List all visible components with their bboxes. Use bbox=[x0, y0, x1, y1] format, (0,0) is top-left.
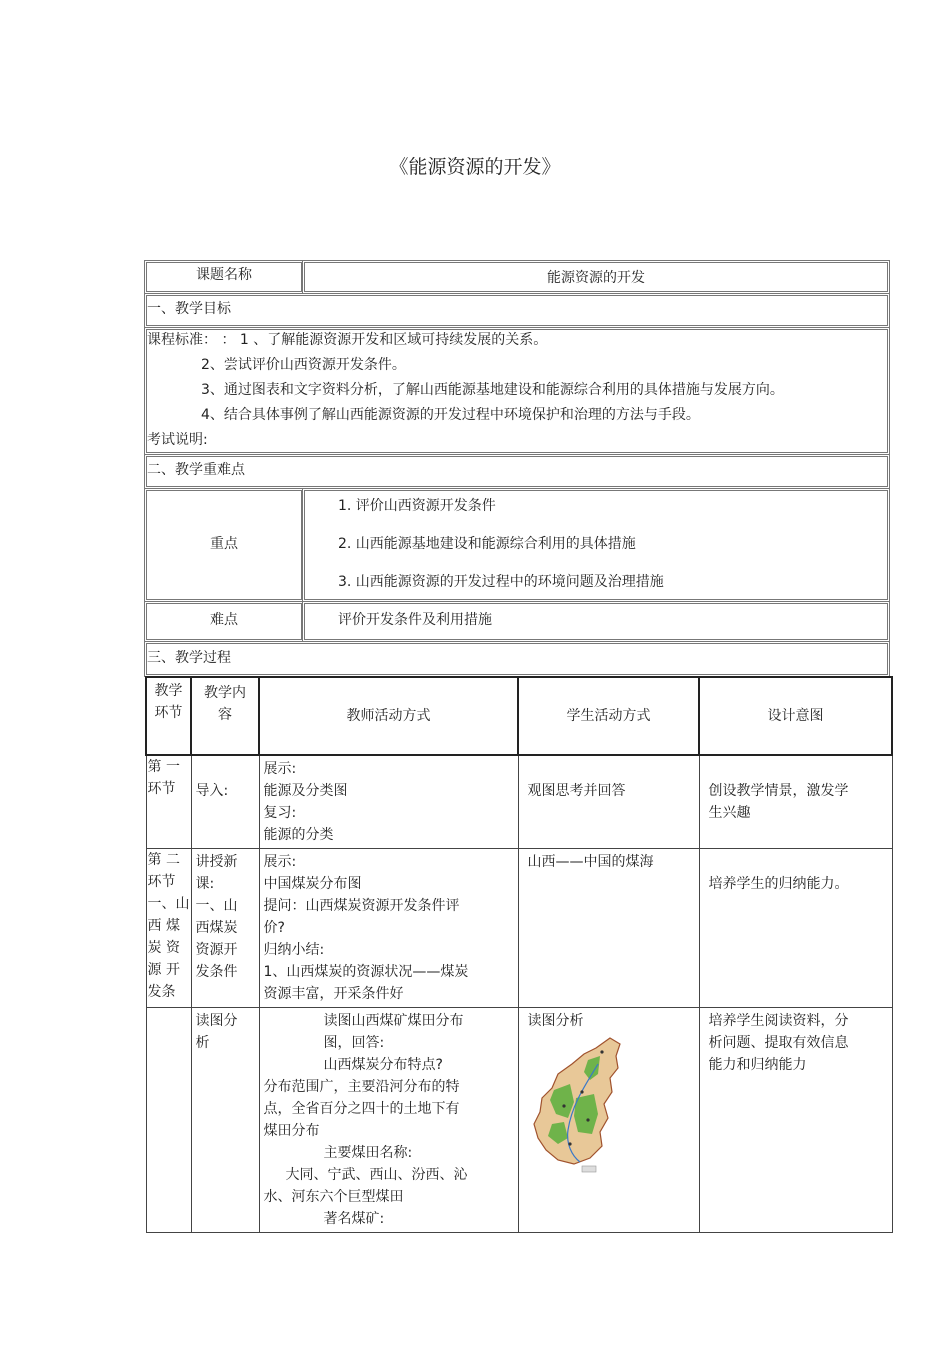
content-cell: 读图分 析 bbox=[191, 1008, 259, 1233]
header-content: 教学内 容 bbox=[191, 677, 259, 755]
intent-cell: 培养学生的归纳能力。 bbox=[699, 849, 892, 1008]
intent-cell: 创设教学情景，激发学 生兴趣 bbox=[699, 755, 892, 849]
section-goals-row bbox=[144, 293, 890, 328]
standard-1: 课程标准： ： 1 、了解能源资源开发和区域可持续发展的关系。 bbox=[147, 332, 548, 348]
topic-value: 能源资源的开发 bbox=[547, 270, 645, 286]
key-label: 重点 bbox=[210, 536, 238, 552]
teacher-cell: 展示: 能源及分类图 复习: 能源的分类 bbox=[259, 755, 518, 849]
topic-label: 课题名称 bbox=[196, 267, 252, 283]
standards-cell bbox=[144, 327, 890, 455]
key-items-cell bbox=[302, 488, 890, 602]
standard-4: 4、结合具体事例了解山西能源资源的开发过程中环境保护和治理的方法与手段。 bbox=[201, 407, 700, 423]
diff-value: 评价开发条件及利用措施 bbox=[338, 612, 492, 628]
stage-cell bbox=[146, 1008, 191, 1233]
header-student: 学生活动方式 bbox=[518, 677, 699, 755]
topic-value-cell bbox=[302, 260, 890, 294]
process-table bbox=[145, 676, 893, 1233]
content-cell: 导入: bbox=[191, 755, 259, 849]
diff-value-cell bbox=[302, 601, 890, 642]
key-item-3: 3. 山西能源资源的开发过程中的环境问题及治理措施 bbox=[338, 574, 664, 590]
header-teacher: 教师活动方式 bbox=[259, 677, 518, 755]
diff-label-cell bbox=[144, 601, 304, 642]
process-header-row bbox=[146, 677, 892, 755]
section-keypoints-row bbox=[144, 454, 890, 489]
table-row bbox=[146, 1008, 892, 1233]
key-item-1: 1. 评价山西资源开发条件 bbox=[338, 498, 496, 514]
diff-label: 难点 bbox=[210, 612, 238, 628]
standard-3: 3、通过图表和文字资料分析，了解山西能源基地建设和能源综合利用的具体措施与发展方向。 bbox=[201, 382, 784, 398]
standard-2: 2、尝试评价山西资源开发条件。 bbox=[201, 357, 406, 373]
teacher-cell: 读图山西煤矿煤田分布 图，回答: 山西煤炭分布特点? 分布范围广，主要沿河分布的特 点，全省百分之四十的土地下有 煤田分布 主要煤田名称: 大同、宁武、西山、汾西、沁 水、河东六个巨型煤田 著名煤矿: bbox=[259, 1008, 518, 1233]
section-process-row bbox=[144, 641, 890, 677]
intent-cell: 培养学生阅读资料，分 析问题、提取有效信息 能力和归纳能力 bbox=[699, 1008, 892, 1233]
exam-note: 考试说明: bbox=[147, 432, 208, 448]
stage-cell: 第 二 环节 一、山 西 煤 炭 资 源 开 发条 bbox=[146, 849, 191, 1008]
topic-label-cell bbox=[144, 260, 304, 294]
teacher-cell: 展示: 中国煤炭分布图 提问：山西煤炭资源开发条件评 价? 归纳小结: 1、山西煤炭的资源状况——煤炭 资源丰富，开采条件好 bbox=[259, 849, 518, 1008]
stage-cell: 第 一 环节 bbox=[146, 755, 191, 849]
key-item-2: 2. 山西能源基地建设和能源综合利用的具体措施 bbox=[338, 536, 636, 552]
header-stage: 教学 环节 bbox=[146, 677, 191, 755]
header-intent: 设计意图 bbox=[699, 677, 892, 755]
section-goals-heading: 一、教学目标 bbox=[147, 301, 231, 317]
student-cell: 读图分析 bbox=[518, 1008, 699, 1233]
shanxi-coal-map-icon bbox=[528, 1034, 628, 1174]
key-label-cell bbox=[144, 488, 304, 602]
student-cell: 山西——中国的煤海 bbox=[518, 849, 699, 1008]
content-cell: 讲授新 课: 一、山 西煤炭 资源开 发条件 bbox=[191, 849, 259, 1008]
student-cell: 观图思考并回答 bbox=[518, 755, 699, 849]
document-title: 《能源资源的开发》 bbox=[389, 156, 561, 178]
table-row bbox=[146, 849, 892, 1008]
table-row bbox=[146, 755, 892, 849]
section-keypoints-heading: 二、教学重难点 bbox=[147, 462, 245, 478]
section-process-heading: 三、教学过程 bbox=[147, 650, 231, 666]
